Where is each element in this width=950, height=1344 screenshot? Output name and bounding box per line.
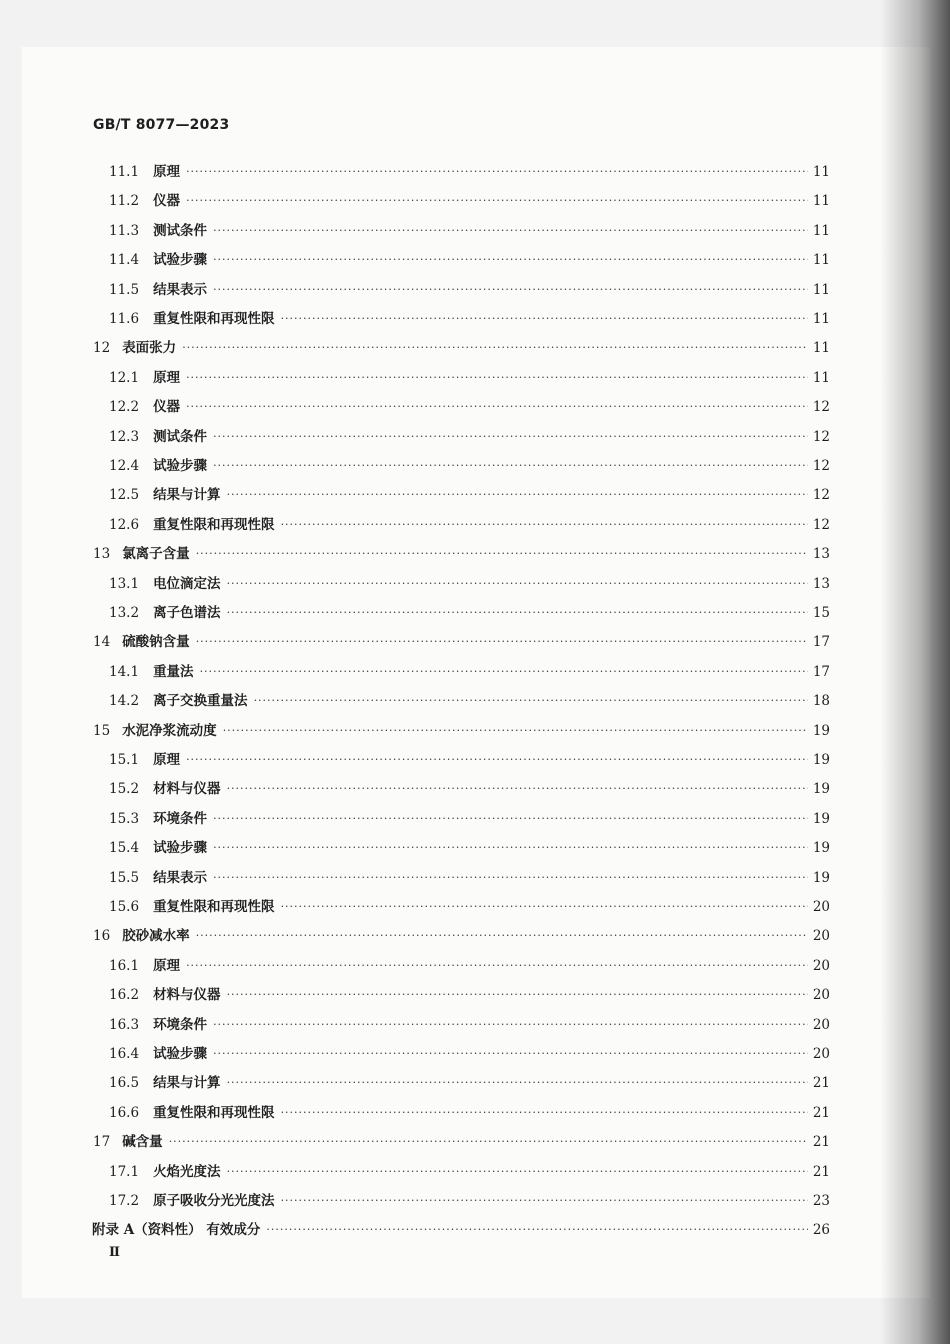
toc-entry-number: 17 [93, 1134, 111, 1150]
toc-section-entry[interactable] [109, 1043, 830, 1065]
toc-dot-leader [182, 337, 808, 359]
toc-entry-number: 11.4 [109, 252, 140, 268]
toc-entry-page: 19 [812, 723, 830, 739]
page-number: Ⅱ [109, 1245, 120, 1260]
toc-entry-title: 试验步骤 [153, 840, 208, 856]
toc-entry-title: 氯离子含量 [122, 546, 190, 562]
toc-entry-title: 离子色谱法 [153, 605, 221, 621]
toc-section-entry[interactable] [109, 808, 830, 830]
toc-dot-leader [227, 984, 808, 1006]
toc-entry-number: 12.2 [109, 399, 140, 415]
toc-dot-leader [213, 837, 808, 859]
toc-entry-page: 15 [812, 605, 830, 621]
toc-entry-title: 试验步骤 [153, 252, 208, 268]
toc-entry-title: 火焰光度法 [153, 1164, 221, 1180]
toc-entry-number: 15.3 [109, 811, 140, 827]
standard-code-header: GB/T 8077—2023 [93, 117, 230, 133]
toc-entry-title: 原子吸收分光光度法 [153, 1193, 275, 1209]
toc-dot-leader [213, 808, 808, 830]
toc-entry-page: 19 [812, 752, 830, 768]
toc-dot-leader [196, 631, 808, 653]
toc-entry-page: 17 [812, 634, 830, 650]
toc-dot-leader [213, 249, 808, 271]
toc-section-entry[interactable] [109, 396, 830, 418]
toc-entry-number: 15.6 [109, 899, 140, 915]
toc-section-entry[interactable] [109, 955, 830, 977]
toc-entry-page: 20 [812, 1046, 830, 1062]
toc-entry-number: 12.4 [109, 458, 140, 474]
toc-dot-leader [200, 661, 808, 683]
toc-entry-title: 附录 A（资料性） 有效成分 [92, 1222, 261, 1238]
toc-entry-title: 电位滴定法 [153, 576, 221, 592]
toc-section-entry[interactable] [109, 161, 830, 183]
toc-entry-page: 20 [812, 899, 830, 915]
toc-entry-title: 表面张力 [122, 340, 177, 356]
toc-entry-page: 21 [812, 1075, 830, 1091]
toc-entry-number: 15.2 [109, 781, 140, 797]
toc-entry-number: 11.2 [109, 193, 140, 209]
toc-dot-leader [227, 1161, 808, 1183]
toc-entry-page: 18 [812, 693, 830, 709]
toc-entry-page: 19 [812, 781, 830, 797]
toc-dot-leader [281, 1102, 808, 1124]
toc-entry-number: 16.6 [109, 1105, 140, 1121]
toc-entry-number: 13.2 [109, 605, 140, 621]
toc-entry-page: 11 [812, 340, 830, 356]
toc-section-entry[interactable] [109, 778, 830, 800]
toc-dot-leader [281, 1190, 808, 1212]
toc-section-entry[interactable] [109, 308, 830, 330]
toc-entry-number: 17.1 [109, 1164, 140, 1180]
toc-dot-leader [281, 514, 808, 536]
toc-entry-number: 15.1 [109, 752, 140, 768]
toc-entry-page: 21 [812, 1164, 830, 1180]
toc-entry-number: 14.1 [109, 664, 140, 680]
toc-entry-title: 胶砂减水率 [122, 928, 190, 944]
toc-section-entry[interactable] [109, 514, 830, 536]
toc-entry-title: 原理 [153, 958, 181, 974]
toc-section-entry[interactable] [109, 749, 830, 771]
toc-entry-title: 结果表示 [153, 282, 208, 298]
toc-entry-number: 11.1 [109, 164, 140, 180]
toc-entry-title: 试验步骤 [153, 1046, 208, 1062]
toc-entry-page: 17 [812, 664, 830, 680]
toc-entry-title: 环境条件 [153, 811, 208, 827]
toc-entry-page: 11 [812, 370, 830, 386]
toc-entry-number: 15.5 [109, 870, 140, 886]
toc-entry-number: 16.4 [109, 1046, 140, 1062]
toc-entry-page: 19 [812, 811, 830, 827]
toc-entry-title: 材料与仪器 [153, 781, 221, 797]
toc-dot-leader [213, 867, 808, 889]
toc-entry-page: 20 [812, 1017, 830, 1033]
toc-entry-number: 12 [93, 340, 111, 356]
toc-section-entry[interactable] [109, 1072, 830, 1094]
toc-section-entry[interactable] [109, 867, 830, 889]
toc-section-entry[interactable] [109, 484, 830, 506]
toc-dot-leader [186, 396, 808, 418]
toc-chapter-entry[interactable] [93, 543, 830, 565]
toc-section-entry[interactable] [109, 837, 830, 859]
toc-entry-number: 11.3 [109, 223, 140, 239]
toc-section-entry[interactable] [109, 249, 830, 271]
toc-entry-title: 仪器 [153, 399, 181, 415]
toc-entry-page: 13 [812, 576, 830, 592]
toc-entry-number: 13 [93, 546, 111, 562]
toc-entry-title: 重复性限和再现性限 [153, 1105, 275, 1121]
toc-entry-page: 11 [812, 164, 830, 180]
toc-entry-number: 12.1 [109, 370, 140, 386]
toc-entry-page: 26 [812, 1222, 830, 1238]
toc-entry-page: 13 [812, 546, 830, 562]
toc-dot-leader [213, 426, 808, 448]
toc-entry-page: 20 [812, 928, 830, 944]
toc-entry-title: 结果表示 [153, 870, 208, 886]
toc-section-entry[interactable] [109, 896, 830, 918]
toc-entry-number: 11.5 [109, 282, 140, 298]
toc-entry-title: 测试条件 [153, 429, 208, 445]
toc-entry-title: 材料与仪器 [153, 987, 221, 1003]
toc-entry-number: 15.4 [109, 840, 140, 856]
toc-entry-number: 16.2 [109, 987, 140, 1003]
toc-section-entry[interactable] [109, 573, 830, 595]
toc-section-entry[interactable] [109, 690, 830, 712]
toc-dot-leader [213, 455, 808, 477]
toc-entry-number: 12.6 [109, 517, 140, 533]
toc-entry-title: 离子交换重量法 [153, 693, 248, 709]
toc-entry-number: 16.3 [109, 1017, 140, 1033]
toc-dot-leader [213, 220, 808, 242]
toc-entry-number: 16.5 [109, 1075, 140, 1091]
toc-entry-number: 17.2 [109, 1193, 140, 1209]
toc-dot-leader [186, 367, 808, 389]
toc-entry-title: 结果与计算 [153, 487, 221, 503]
toc-entry-title: 原理 [153, 752, 181, 768]
toc-section-entry[interactable] [109, 1161, 830, 1183]
toc-entry-title: 测试条件 [153, 223, 208, 239]
toc-section-entry[interactable] [109, 1102, 830, 1124]
toc-entry-number: 16 [93, 928, 111, 944]
toc-dot-leader [213, 1014, 808, 1036]
toc-entry-number: 12.5 [109, 487, 140, 503]
toc-dot-leader [186, 161, 808, 183]
toc-entry-number: 16.1 [109, 958, 140, 974]
toc-section-entry[interactable] [109, 602, 830, 624]
toc-entry-page: 11 [812, 252, 830, 268]
toc-dot-leader [186, 190, 808, 212]
toc-entry-title: 结果与计算 [153, 1075, 221, 1091]
toc-entry-number: 14.2 [109, 693, 140, 709]
toc-dot-leader [281, 896, 808, 918]
toc-entry-page: 12 [812, 487, 830, 503]
toc-entry-page: 12 [812, 429, 830, 445]
toc-chapter-entry[interactable] [93, 337, 830, 359]
toc-entry-title: 碱含量 [122, 1134, 163, 1150]
toc-dot-leader [186, 955, 808, 977]
toc-entry-number: 12.3 [109, 429, 140, 445]
toc-entry-page: 11 [812, 282, 830, 298]
toc-entry-page: 11 [812, 223, 830, 239]
toc-dot-leader [266, 1219, 808, 1241]
toc-section-entry[interactable] [109, 1190, 830, 1212]
toc-entry-title: 硫酸钠含量 [122, 634, 190, 650]
toc-dot-leader [196, 543, 808, 565]
toc-annex-entry[interactable] [92, 1219, 830, 1241]
toc-entry-title: 原理 [153, 164, 181, 180]
toc-dot-leader [186, 749, 808, 771]
toc-dot-leader [227, 1072, 808, 1094]
toc-section-entry[interactable] [109, 661, 830, 683]
toc-section-entry[interactable] [109, 455, 830, 477]
toc-entry-title: 重复性限和再现性限 [153, 311, 275, 327]
toc-entry-number: 15 [93, 723, 111, 739]
toc-section-entry[interactable] [109, 367, 830, 389]
toc-entry-title: 仪器 [153, 193, 181, 209]
toc-section-entry[interactable] [109, 1014, 830, 1036]
toc-section-entry[interactable] [109, 279, 830, 301]
toc-section-entry[interactable] [109, 984, 830, 1006]
toc-entry-page: 12 [812, 517, 830, 533]
toc-dot-leader [281, 308, 808, 330]
toc-entry-page: 11 [812, 193, 830, 209]
toc-dot-leader [213, 1043, 808, 1065]
toc-entry-page: 11 [812, 311, 830, 327]
toc-entry-title: 环境条件 [153, 1017, 208, 1033]
toc-chapter-entry[interactable] [93, 1131, 830, 1153]
toc-entry-page: 20 [812, 958, 830, 974]
toc-entry-title: 重复性限和再现性限 [153, 517, 275, 533]
toc-dot-leader [254, 690, 808, 712]
toc-entry-page: 12 [812, 399, 830, 415]
toc-entry-number: 14 [93, 634, 111, 650]
toc-entry-number: 11.6 [109, 311, 140, 327]
toc-chapter-entry[interactable] [93, 925, 830, 947]
toc-dot-leader [196, 925, 808, 947]
toc-dot-leader [227, 778, 808, 800]
toc-dot-leader [213, 279, 808, 301]
toc-dot-leader [169, 1131, 808, 1153]
toc-entry-page: 21 [812, 1105, 830, 1121]
toc-section-entry[interactable] [109, 426, 830, 448]
toc-entry-page: 12 [812, 458, 830, 474]
toc-entry-title: 重复性限和再现性限 [153, 899, 275, 915]
toc-entry-title: 水泥净浆流动度 [122, 723, 217, 739]
toc-entry-page: 20 [812, 987, 830, 1003]
toc-dot-leader [227, 573, 808, 595]
toc-entry-number: 13.1 [109, 576, 140, 592]
toc-section-entry[interactable] [109, 220, 830, 242]
toc-section-entry[interactable] [109, 190, 830, 212]
toc-dot-leader [227, 484, 808, 506]
toc-entry-title: 原理 [153, 370, 181, 386]
toc-chapter-entry[interactable] [93, 720, 830, 742]
toc-entry-page: 19 [812, 870, 830, 886]
toc-entry-page: 19 [812, 840, 830, 856]
toc-dot-leader [227, 602, 808, 624]
toc-dot-leader [223, 720, 808, 742]
toc-entry-title: 重量法 [153, 664, 194, 680]
toc-entry-page: 21 [812, 1134, 830, 1150]
toc-chapter-entry[interactable] [93, 631, 830, 653]
toc-entry-title: 试验步骤 [153, 458, 208, 474]
toc-entry-page: 23 [812, 1193, 830, 1209]
